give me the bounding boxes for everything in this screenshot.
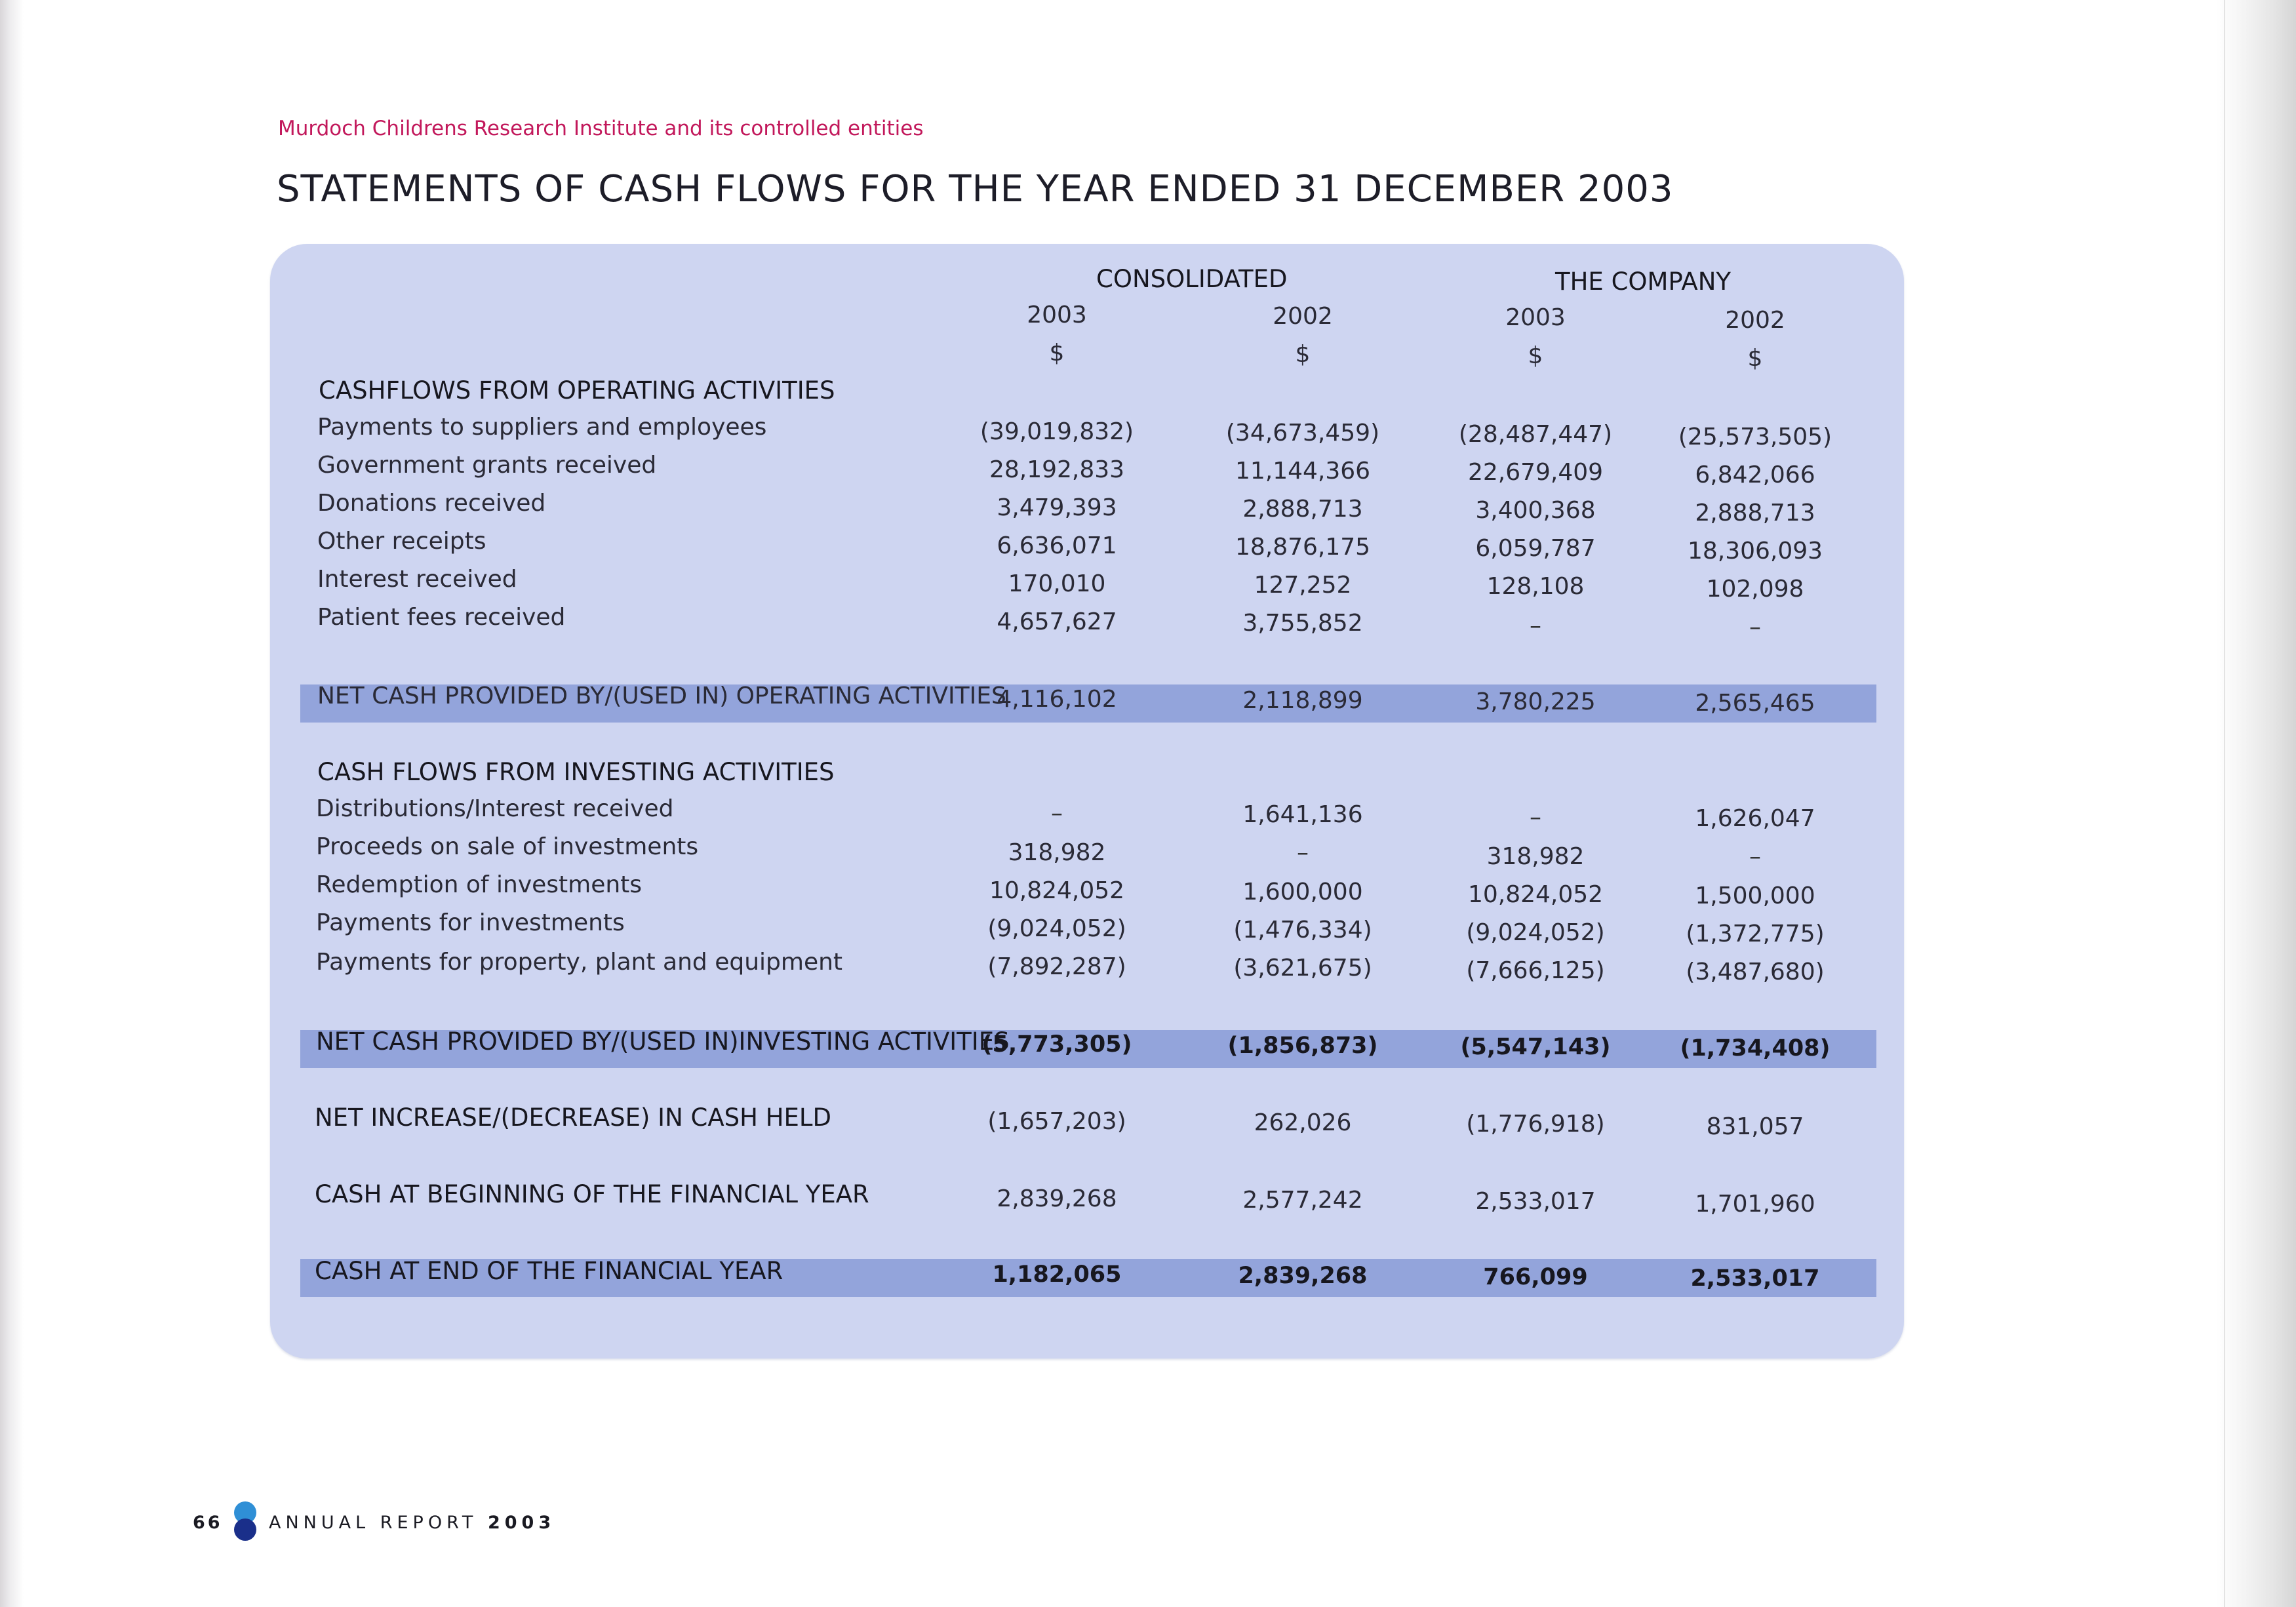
currency-header-col4: $: [1747, 345, 1763, 372]
cell-value: (3,621,675): [1233, 955, 1372, 982]
cell-value: (28,487,447): [1458, 421, 1613, 448]
cell-value: 6,059,787: [1475, 535, 1596, 562]
cell-value: 170,010: [1008, 570, 1106, 597]
cell-value: 318,982: [1008, 839, 1106, 866]
net-operating-label: NET CASH PROVIDED BY/(USED IN) OPERATING ACTIVITIES: [317, 683, 1006, 709]
cell-value: 6,636,071: [997, 532, 1117, 559]
row-label: Payments to suppliers and employees: [317, 414, 767, 441]
cell-value: –: [1530, 804, 1541, 831]
cell-value: (1,476,334): [1233, 917, 1372, 943]
cell-value: 1,500,000: [1695, 883, 1815, 909]
operating-section-heading: CASHFLOWS FROM OPERATING ACTIVITIES: [319, 376, 835, 405]
cell-value: 2,565,465: [1695, 690, 1815, 717]
cell-value: 11,144,366: [1235, 458, 1371, 485]
row-label: Proceeds on sale of investments: [316, 833, 699, 860]
group-header-consolidated: CONSOLIDATED: [1096, 265, 1288, 293]
cell-value: –: [1749, 843, 1761, 870]
cash-beginning-label: CASH AT BEGINNING OF THE FINANCIAL YEAR: [315, 1180, 869, 1208]
cell-value: (1,657,203): [987, 1108, 1126, 1135]
cell-value: 18,306,093: [1687, 538, 1823, 565]
cell-value: 3,479,393: [997, 494, 1117, 521]
cash-end-label: CASH AT END OF THE FINANCIAL YEAR: [315, 1257, 783, 1285]
net-investing-label: NET CASH PROVIDED BY/(USED IN)INVESTING ACTIVITIES: [316, 1027, 1010, 1056]
cell-value: 18,876,175: [1235, 534, 1371, 561]
organization-subtitle: Murdoch Childrens Research Institute and its controlled entities: [278, 117, 924, 140]
cell-value: (34,673,459): [1225, 420, 1380, 446]
cell-value: (9,024,052): [1466, 919, 1605, 946]
year-header-col3: 2003: [1505, 304, 1566, 331]
cell-value: (5,547,143): [1460, 1034, 1611, 1060]
year-header-col4: 2002: [1725, 307, 1785, 334]
cell-value: 2,577,242: [1242, 1187, 1363, 1214]
cell-value: 102,098: [1706, 576, 1804, 603]
cell-value: 6,842,066: [1695, 462, 1815, 488]
report-footer: [269, 1513, 555, 1533]
investing-section-heading: CASH FLOWS FROM INVESTING ACTIVITIES: [317, 758, 835, 786]
cell-value: 318,982: [1486, 843, 1585, 870]
cell-value: 4,657,627: [997, 608, 1117, 635]
cell-value: (7,666,125): [1466, 957, 1605, 984]
page-number: 66: [193, 1513, 223, 1533]
row-label: Payments for investments: [316, 909, 625, 936]
year-header-col1: 2003: [1027, 302, 1087, 328]
report-logo-icon: [231, 1500, 260, 1542]
year-header-col2: 2002: [1273, 303, 1333, 330]
row-label: Payments for property, plant and equipment: [316, 949, 843, 976]
cell-value: 262,026: [1254, 1109, 1352, 1136]
cell-value: (3,487,680): [1686, 959, 1825, 985]
cell-value: (1,856,873): [1227, 1033, 1378, 1059]
cell-value: 128,108: [1486, 573, 1585, 600]
report-label: ANNUAL REPORT: [269, 1513, 478, 1533]
cell-value: (7,892,287): [987, 953, 1126, 980]
row-label: Other receipts: [317, 528, 486, 555]
cell-value: –: [1297, 839, 1309, 866]
row-label: Redemption of investments: [316, 871, 643, 898]
cell-value: 766,099: [1483, 1264, 1588, 1290]
cell-value: (5,773,305): [981, 1031, 1132, 1058]
cell-value: 10,824,052: [1467, 881, 1604, 908]
cell-value: 2,839,268: [997, 1185, 1117, 1212]
currency-header-col3: $: [1528, 342, 1543, 369]
cell-value: (1,734,408): [1680, 1035, 1831, 1061]
row-label: Interest received: [317, 566, 517, 593]
row-label: Government grants received: [317, 452, 657, 479]
page-title: STATEMENTS OF CASH FLOWS FOR THE YEAR ENDED 31 DECEMBER 2003: [277, 168, 1674, 210]
cell-value: 2,839,268: [1238, 1263, 1368, 1289]
cell-value: 4,116,102: [997, 686, 1117, 713]
group-header-company: THE COMPANY: [1555, 268, 1731, 296]
cell-value: –: [1749, 614, 1761, 641]
page-fold-line: [2224, 0, 2225, 1607]
cell-value: (39,019,832): [980, 418, 1134, 445]
cell-value: 3,755,852: [1242, 610, 1363, 637]
cell-value: 1,626,047: [1695, 805, 1815, 832]
cell-value: 28,192,833: [989, 456, 1125, 483]
cell-value: 10,824,052: [989, 877, 1125, 904]
page-edge-left: [0, 0, 24, 1607]
row-label: Patient fees received: [317, 604, 566, 631]
cell-value: 127,252: [1254, 572, 1352, 599]
cell-value: 3,400,368: [1475, 497, 1596, 524]
cell-value: 2,888,713: [1242, 496, 1363, 523]
report-year: 2003: [487, 1513, 556, 1533]
cell-value: (1,776,918): [1466, 1111, 1605, 1138]
net-increase-label: NET INCREASE/(DECREASE) IN CASH HELD: [315, 1103, 832, 1132]
cell-value: (25,573,505): [1678, 424, 1832, 450]
cell-value: –: [1530, 612, 1541, 639]
cell-value: 831,057: [1706, 1113, 1804, 1140]
cell-value: 1,600,000: [1242, 879, 1363, 905]
page-edge-right: [2216, 0, 2296, 1607]
row-label: Donations received: [317, 490, 546, 517]
cell-value: 2,533,017: [1690, 1265, 1820, 1292]
currency-header-col2: $: [1295, 341, 1311, 368]
row-label: Distributions/Interest received: [316, 795, 674, 822]
cell-value: 1,701,960: [1695, 1191, 1815, 1218]
cell-value: 2,118,899: [1242, 687, 1363, 714]
cell-value: –: [1051, 800, 1063, 827]
cell-value: 3,780,225: [1475, 688, 1596, 715]
cell-value: 2,533,017: [1475, 1188, 1596, 1215]
cell-value: (9,024,052): [987, 915, 1126, 942]
cell-value: 2,888,713: [1695, 500, 1815, 526]
cell-value: 1,641,136: [1242, 801, 1363, 828]
cell-value: (1,372,775): [1686, 921, 1825, 947]
currency-header-col1: $: [1049, 340, 1065, 367]
cell-value: 1,182,065: [992, 1261, 1122, 1288]
cell-value: 22,679,409: [1467, 459, 1604, 486]
